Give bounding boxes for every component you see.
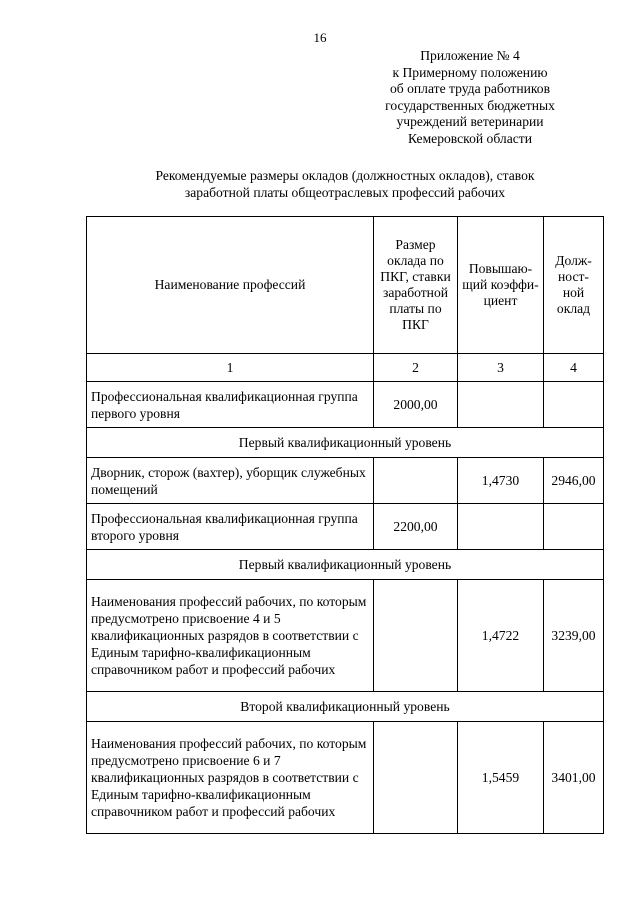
- column-index: 4: [544, 354, 604, 382]
- group-row: [87, 504, 604, 550]
- appendix-line: об оплате труда работников: [389, 81, 551, 97]
- empty-cell: [458, 382, 544, 428]
- table-title: [90, 167, 600, 201]
- column-index-row: [87, 354, 604, 382]
- table-header-row: [87, 217, 604, 354]
- group-base-salary: 2000,00: [374, 382, 458, 428]
- profession-coefficient: 1,4730: [458, 458, 544, 504]
- column-index: 1: [87, 354, 374, 382]
- profession-salary: 3401,00: [544, 722, 604, 834]
- level-row: [87, 550, 604, 580]
- empty-cell: [374, 458, 458, 504]
- empty-cell: [374, 580, 458, 692]
- empty-cell: [374, 722, 458, 834]
- header-profession-name: Наименование профессий: [87, 217, 374, 354]
- profession-name: Наименования профессий рабочих, по которым предусмотрено присвоение 6 и 7 квалификационных разрядов в соответствии с Единым тарифно-квалификационным справочником работ и профессий рабочих: [87, 722, 374, 834]
- qualification-level: Первый квалификационный уровень: [87, 428, 604, 458]
- appendix-line: Приложение № 4: [420, 48, 520, 63]
- level-row: [87, 428, 604, 458]
- appendix-line: к Примерному положению: [392, 64, 548, 80]
- profession-salary: 2946,00: [544, 458, 604, 504]
- table-title-line: заработной платы общеотраслевых профессий рабочих: [184, 185, 506, 200]
- column-index: 2: [374, 354, 458, 382]
- salary-table: [86, 216, 604, 834]
- profession-name: Дворник, сторож (вахтер), уборщик служебных помещений: [87, 458, 374, 504]
- appendix-line: государственных бюджетных: [385, 97, 555, 113]
- page-number: 16: [313, 30, 327, 45]
- group-name: Профессиональная квалификационная группа первого уровня: [87, 382, 374, 428]
- profession-coefficient: 1,5459: [458, 722, 544, 834]
- appendix-line: Кемеровской области: [407, 130, 532, 146]
- profession-row: [87, 580, 604, 692]
- header-base-salary: Размер оклада по ПКГ, ставки заработной платы по ПКГ: [374, 217, 458, 354]
- table-title-line: Рекомендуемые размеры окладов (должностных окладов), ставок: [155, 168, 535, 183]
- profession-row: [87, 722, 604, 834]
- profession-row: [87, 458, 604, 504]
- qualification-level: Первый квалификационный уровень: [87, 550, 604, 580]
- group-name: Профессиональная квалификационная группа второго уровня: [87, 504, 374, 550]
- profession-name: Наименования профессий рабочих, по которым предусмотрено присвоение 4 и 5 квалификационных разрядов в соответствии с Единым тарифно-квалификационным справочником работ и профессий рабочих: [87, 580, 374, 692]
- header-coefficient: Повышаю-щий коэффи-циент: [458, 217, 544, 354]
- empty-cell: [458, 504, 544, 550]
- level-row: [87, 692, 604, 722]
- group-row: [87, 382, 604, 428]
- empty-cell: [544, 504, 604, 550]
- group-base-salary: 2200,00: [374, 504, 458, 550]
- empty-cell: [544, 382, 604, 428]
- profession-coefficient: 1,4722: [458, 580, 544, 692]
- profession-salary: 3239,00: [544, 580, 604, 692]
- column-index: 3: [458, 354, 544, 382]
- header-position-salary: Долж-ност-ной оклад: [544, 217, 604, 354]
- appendix-header: [360, 48, 580, 148]
- appendix-line: учреждений ветеринарии: [396, 114, 544, 130]
- qualification-level: Второй квалификационный уровень: [87, 692, 604, 722]
